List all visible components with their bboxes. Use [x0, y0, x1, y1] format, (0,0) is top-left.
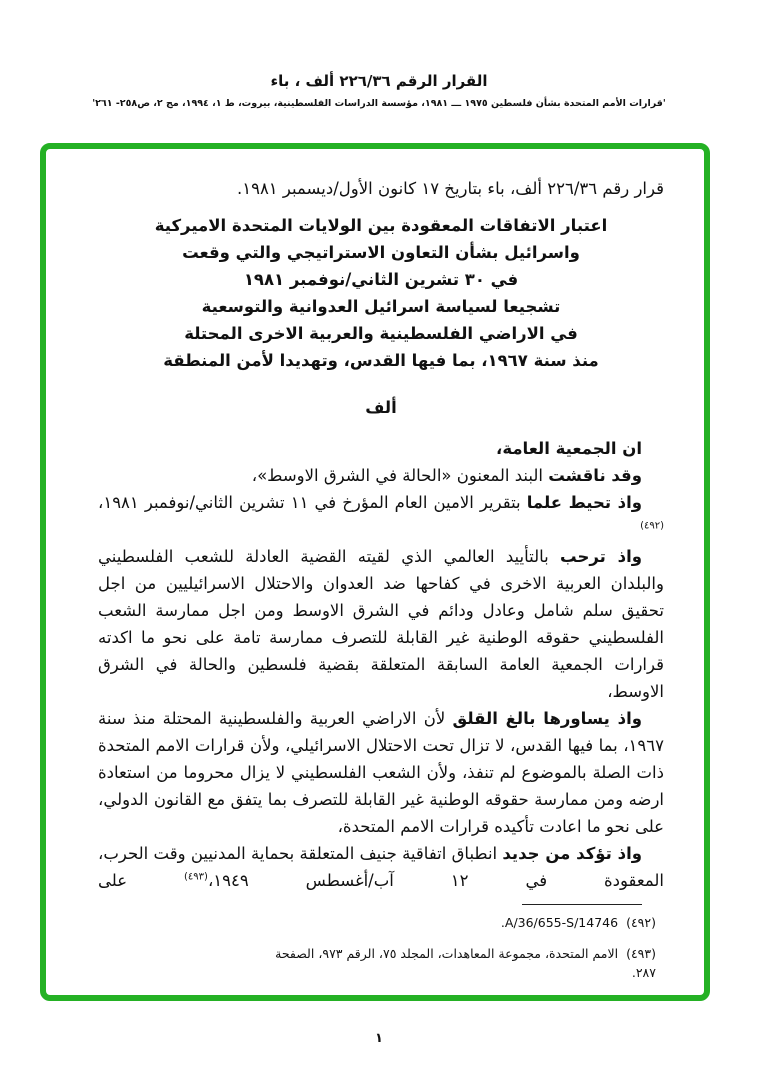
- page-title: القرار الرقم ٢٢٦/٣٦ ألف ، باء: [270, 72, 488, 90]
- paragraph-text: بالتأييد العالمي الذي لقيته القضية العادلة للشعب الفلسطيني والبلدان العربية الاخرى في كفاحها ضد العدوان والاحتلال الاسرائيليين من اجل تحقيق سلم شامل وعادل ودائم في الشرق الاوسط ومن اجل ممارسة الشعب الفلسطيني حقوقه الوطنية غير القابلة للتصرف ممارسة تامة على نحو ما اكدته قرارات الجمعية العامة السابقة المتعلقة بقضية فلسطين والحالة في الشرق الاوسط،: [98, 547, 664, 701]
- lead-phrase: واذ ترحب: [560, 547, 642, 566]
- document-header: [0, 0, 758, 109]
- footnote-ref-493: (٤٩٣): [184, 871, 208, 883]
- paragraph-deeply-concerned: [98, 705, 664, 840]
- footnote-text: A/36/655-S/14746.: [500, 915, 619, 930]
- heading-line: تشجيعا لسياسة اسرائيل العدوانية والتوسعية: [201, 297, 561, 316]
- paragraph-taking-note: [98, 489, 664, 543]
- paragraph-assembly: [98, 435, 664, 462]
- footnote-492: [256, 913, 656, 932]
- lead-phrase: واذ يساورها بالغ القلق: [452, 709, 642, 728]
- paragraph-text: لأن الاراضي العربية والفلسطينية المحتلة منذ سنة ١٩٦٧، بما فيها القدس، لا تزال تحت الاحتلال الاسرائيلي، ولأن قرارات الامم المتحدة ذات الصلة بالموضوع لم تنفذ، ولأن الشعب الفلسطيني لا يزال محروما من استعادة ارضه ومن ممارسة حقوقه الوطنية غير القابلة للتصرف بما يتفق مع القانون الدولي، على نحو ما اعادت تأكيده قرارات الامم المتحدة،: [98, 709, 664, 836]
- heading-line: في الاراضي الفلسطينية والعربية الاخرى المحتلة: [184, 324, 578, 343]
- footnote-separator-rule: [522, 904, 642, 905]
- lead-phrase: واذ تؤكد من جديد: [502, 844, 642, 863]
- footnote-text: الامم المتحدة، مجموعة المعاهدات، المجلد ٧٥، الرقم ٩٧٣، الصفحة ٢٨٧.: [275, 946, 656, 980]
- resolution-border-box: [40, 143, 710, 1001]
- paragraph-reaffirming: [98, 840, 664, 894]
- resolution-content: [46, 149, 704, 982]
- footnote-ref-492: (٤٩٢): [640, 520, 664, 532]
- lead-phrase: ان الجمعية العامة،: [496, 439, 642, 458]
- heading-line: في ٣٠ تشرين الثاني/نوفمبر ١٩٨١: [243, 270, 519, 289]
- footnote-493: [256, 944, 656, 982]
- footnote-marker: (٤٩٢): [626, 915, 656, 930]
- paragraph-text: بتقرير الامين العام المؤرخ في ١١ تشرين الثاني/نوفمبر ١٩٨١،: [98, 493, 527, 512]
- paragraph-text: البند المعنون «الحالة في الشرق الاوسط»،: [251, 466, 549, 485]
- paragraph-text-tail: على: [98, 871, 184, 890]
- section-label-alif: ألف: [365, 398, 397, 417]
- lead-phrase: وقد ناقشت: [548, 466, 642, 485]
- source-citation: 'قرارات الأمم المتحدة بشأن فلسطين ١٩٧٥ ـــ ١٩٨١، مؤسسة الدراسات الفلسطينية، بيروت، ط ١، ١٩٩٤، مج ٢، ص٢٥٨- ٢٦١': [92, 98, 666, 109]
- paragraph-welcoming: [98, 543, 664, 705]
- footnote-marker: (٤٩٣): [626, 946, 656, 961]
- resolution-heading: [98, 212, 664, 374]
- heading-line: واسرائيل بشأن التعاون الاستراتيجي والتي وقعت: [182, 243, 580, 262]
- paragraph-agenda-item: [98, 462, 664, 489]
- heading-line: اعتبار الاتفاقات المعقودة بين الولايات المتحدة الاميركية: [154, 216, 608, 235]
- resolution-intro-line: قرار رقم ٢٢٦/٣٦ ألف، باء بتاريخ ١٧ كانون الأول/ديسمبر ١٩٨١.: [236, 179, 664, 198]
- page-number: ١: [375, 1031, 383, 1046]
- paragraph-text: انطباق اتفاقية جنيف المتعلقة بحماية المدنيين وقت الحرب، المعقودة في ١٢ آب/أغسطس ١٩٤٩،: [98, 844, 665, 890]
- lead-phrase: واذ تحيط علما: [526, 493, 643, 512]
- heading-line: منذ سنة ١٩٦٧، بما فيها القدس، وتهديدا لأمن المنطقة: [163, 351, 599, 370]
